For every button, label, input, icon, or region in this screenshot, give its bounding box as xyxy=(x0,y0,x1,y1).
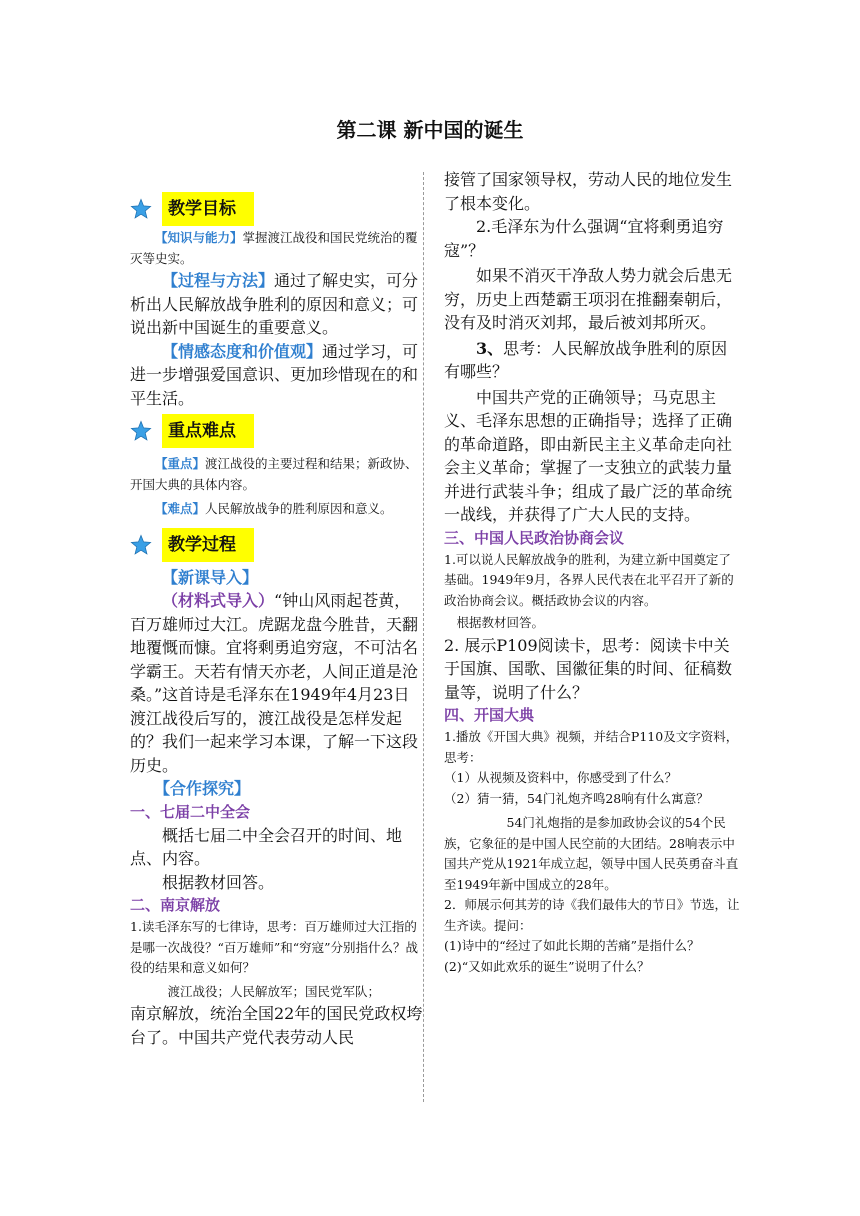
section-four-question-1a: （1）从视频及资料中，你感受到了什么？ xyxy=(444,770,677,785)
section-four-title: 四、开国大典 xyxy=(444,706,535,724)
star-icon xyxy=(130,420,152,442)
left-column xyxy=(130,168,423,1049)
star-icon xyxy=(130,198,152,220)
section-one-question: 概括七届二中全会召开的时间、地点、内容。 xyxy=(130,825,403,868)
question-two: 2.毛泽东为什么强调“宜将剩勇追穷寇”？ xyxy=(444,217,724,260)
section-four-question-1: 1.播放《开国大典》视频，并结合P110及文字资料，思考： xyxy=(444,729,739,765)
goal-knowledge: 【知识与能力】掌握渡江战役和国民党统治的覆灭等史实。 xyxy=(130,230,418,266)
section-header-process xyxy=(130,528,423,562)
question-three: 3、思考：人民解放战争胜利的原因有哪些？ xyxy=(444,338,728,381)
section-three-question-1: 1.可以说人民解放战争的胜利，为建立新中国奠定了基础。1949年9月，各界人民代表在北平召开了新的政治协商会议。概括政协会议的内容。 xyxy=(444,551,734,608)
section-two-answer-small: 渡江战役；人民解放军；国民党军队； xyxy=(167,983,381,999)
section-four-question-2b: (2)“又如此欢乐的诞生”说明了什么？ xyxy=(444,958,650,974)
coop-tag: 【合作探究】 xyxy=(154,779,251,798)
section-three-answer-1: 根据教材回答。 xyxy=(456,615,545,630)
goal-emotion: 【情感态度和价值观】通过学习，可进一步增强爱国意识、更加珍惜现在的和平生活。 xyxy=(130,341,419,408)
answer-three: 中国共产党的正确领导；马克思主义、毛泽东思想的正确指导；选择了正确的革命道路，即由新民主主义革命走向社会主义革命；掌握了一支独立的武装力量并进行武装斗争；组成了最广泛的革命统一战线，并获得了广大人民的支持。 xyxy=(444,387,733,524)
section-two-question: 1.读毛泽东写的七律诗，思考：百万雄师过大江指的是哪一次战役？“百万雄师”和“穷寇”分别指什么？战役的结果和意义如何？ xyxy=(130,919,419,975)
section-four-question-1b: （2）猜一猜，54门礼炮齐鸣28响有什么寓意？ xyxy=(444,790,709,806)
process-title: 教学过程 xyxy=(162,528,254,562)
intro-text: （材料式导入）“钟山风雨起苍黄，百万雄师过大江。虎踞龙盘今胜昔，天翻地覆慨而慷。宜将剩勇追穷寇，不可沽名学霸王。天若有情天亦老，人间正道是沧桑。”这首诗是毛泽东在1949年4月23日渡江战役后写的，渡江战役是怎样发起的？我们一起来学习本课，了解一下这段历史。 xyxy=(130,591,419,775)
section-one-answer: 根据教材回答。 xyxy=(162,872,275,892)
section-one-title: 一、七届二中全会 xyxy=(130,802,251,821)
section-four-question-2a: (1)诗中的“经过了如此长期的苦痛”是指什么？ xyxy=(444,938,700,953)
goals-title: 教学目标 xyxy=(162,192,254,226)
section-header-goals xyxy=(130,192,423,226)
difficult-point: 【难点】人民解放战争的胜利原因和意义。 xyxy=(155,501,393,516)
section-three-question-2: 2. 展示P109阅读卡，思考：阅读卡中关于国旗、国歌、国徽征集的时间、征稿数量等，说明了什么？ xyxy=(444,635,733,702)
section-two-answer: 南京解放，统治全国22年的国民党政权垮台了。中国共产党代表劳动人民 xyxy=(130,1004,423,1047)
column-divider xyxy=(423,172,425,1102)
section-four-answer-1: 54门礼炮指的是参加政协会议的54个民族，它象征的是中国人民空前的大团结。28响表示中国共产党从1921年成立起，领导中国人民英勇奋斗直至1949年新中国成立的28年。 xyxy=(444,815,739,892)
continued-text: 接管了国家领导权，劳动人民的地位发生了根本变化。 xyxy=(444,170,733,213)
goal-process: 【过程与方法】通过了解史实，可分析出人民解放战争胜利的原因和意义；可说出新中国诞生的重要意义。 xyxy=(130,271,419,337)
intro-tag: 【新课导入】 xyxy=(162,567,259,587)
section-header-key xyxy=(130,414,423,448)
page-title: 第二课 新中国的诞生 xyxy=(336,118,524,142)
right-column xyxy=(444,168,740,977)
section-four-question-2: 2．师展示何其芳的诗《我们最伟大的节日》节选，让生齐读。提问： xyxy=(444,897,740,933)
answer-two: 如果不消灭干净敌人势力就会后患无穷，历史上西楚霸王项羽在推翻秦朝后，没有及时消灭刘邦，最后被刘邦所灭。 xyxy=(444,266,733,332)
section-two-title: 二、南京解放 xyxy=(130,896,221,914)
star-icon xyxy=(130,534,152,556)
key-title: 重点难点 xyxy=(162,414,254,448)
section-three-title: 三、中国人民政治协商会议 xyxy=(444,528,625,547)
key-point: 【重点】渡江战役的主要过程和结果；新政协、开国大典的具体内容。 xyxy=(130,456,418,492)
